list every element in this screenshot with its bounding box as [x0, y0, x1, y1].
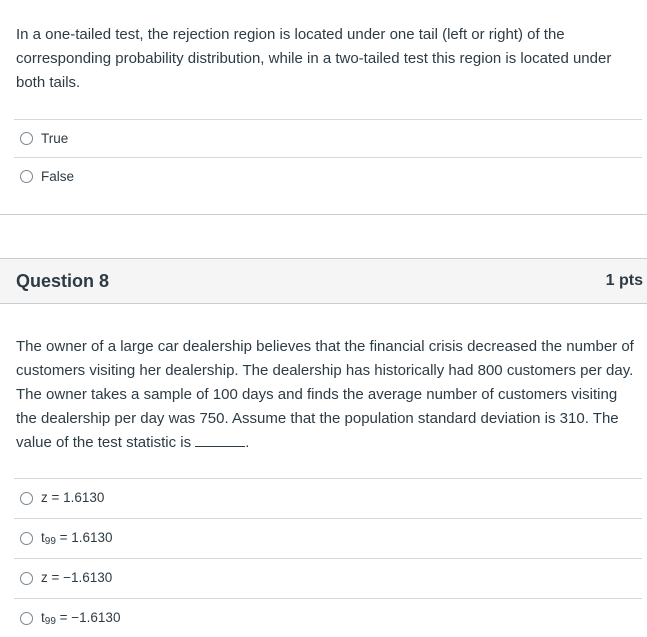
answer-label: True — [41, 131, 69, 146]
stat-value: = −1.6130 — [55, 610, 121, 625]
radio-button[interactable] — [20, 612, 33, 625]
question-divider — [0, 214, 647, 215]
answer-label — [41, 490, 104, 507]
stat-subscript: 99 — [44, 616, 56, 627]
stat-value: = 1.6130 — [47, 490, 105, 505]
question-8-answers — [14, 478, 642, 637]
question-7-text: In a one-tailed test, the rejection region is located under one tail (left or right) of the corresponding probability distribution, while in a two-tailed test this region is located under both tails. — [16, 26, 612, 91]
answer-option-true[interactable] — [14, 119, 642, 157]
radio-button[interactable] — [20, 492, 33, 505]
answer-label: False — [41, 169, 75, 184]
fill-in-blank — [195, 446, 245, 447]
answer-label — [41, 530, 113, 547]
question-8-body: The owner of a large car dealership believes that the financial crisis decreased the number of customers visiting her dealership. The dealership has historically had 800 customers per day. The owner takes a sample of 100 days and finds the average number of customers visiting the dealership per day was 750. Assume that the population standard deviation is 310. The value of the test statistic is — [16, 338, 634, 451]
answer-option-3[interactable] — [14, 558, 642, 598]
question-points: 1 pts — [605, 272, 643, 289]
stat-subscript: 99 — [44, 536, 56, 547]
answer-label — [41, 610, 120, 627]
question-8-header — [0, 258, 647, 304]
radio-button[interactable] — [20, 572, 33, 585]
stat-value: = −1.6130 — [47, 570, 113, 585]
stat-symbol: t — [41, 610, 45, 625]
question-8-end: . — [245, 434, 250, 451]
stat-symbol: t — [41, 530, 45, 545]
radio-button[interactable] — [20, 132, 33, 145]
stat-symbol: z — [41, 570, 48, 585]
answer-option-4[interactable] — [14, 598, 642, 637]
stat-symbol: z — [41, 490, 48, 505]
question-8-text — [16, 335, 642, 455]
answer-option-2[interactable] — [14, 518, 642, 558]
answer-option-false[interactable] — [14, 157, 642, 195]
radio-button[interactable] — [20, 170, 33, 183]
answer-label — [41, 570, 112, 587]
question-7-answers — [14, 119, 642, 195]
radio-button[interactable] — [20, 532, 33, 545]
stat-value: = 1.6130 — [55, 530, 113, 545]
question-title: Question 8 — [16, 270, 110, 291]
answer-option-1[interactable] — [14, 478, 642, 518]
